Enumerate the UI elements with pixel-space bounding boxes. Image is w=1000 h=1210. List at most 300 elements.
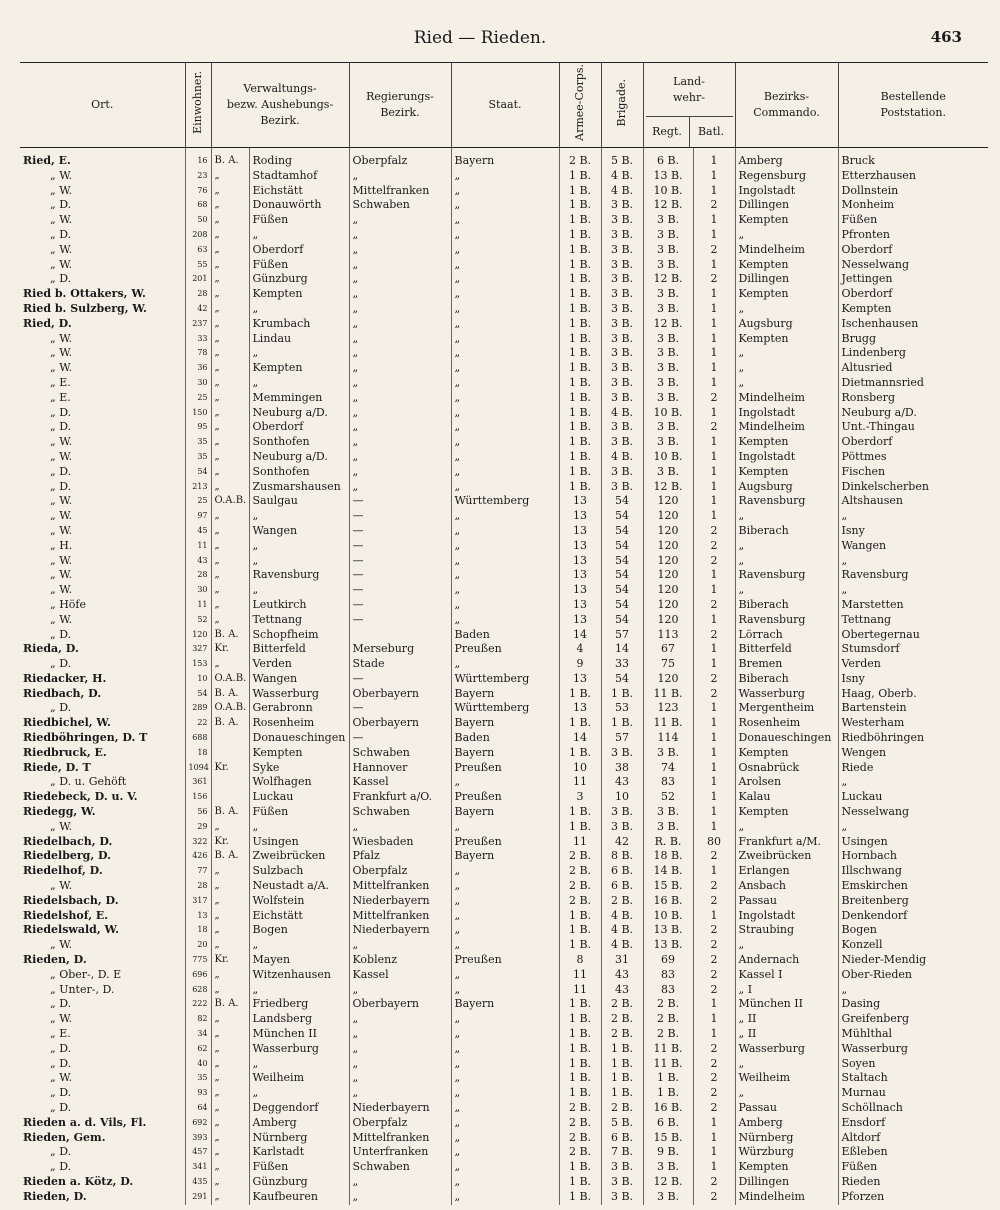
cell-staat: „: [451, 568, 559, 583]
cell-regierung: Schwaben: [349, 746, 451, 761]
cell-staat: „: [451, 317, 559, 332]
cell-batl: 2: [693, 598, 735, 613]
cell-batl: 2: [693, 923, 735, 938]
table-row: [20, 198, 988, 213]
cell-batl: 2: [693, 1190, 735, 1205]
cell-amt: „: [211, 184, 249, 199]
cell-ort: „ H.: [50, 538, 73, 552]
cell-amt: „: [211, 287, 249, 302]
cell-ort: Riedelswald, W.: [23, 923, 119, 937]
cell-amt: B. A.: [211, 849, 249, 864]
cell-armee: 1 B.: [559, 198, 601, 213]
cell-armee: 1 B.: [559, 820, 601, 835]
cell-armee: 1 B.: [559, 1042, 601, 1057]
cell-verwaltung: Roding: [249, 148, 349, 169]
cell-armee: 1 B.: [559, 332, 601, 347]
cell-post: Westerham: [838, 716, 988, 731]
cell-regt: 3 B.: [643, 805, 693, 820]
table-row: [20, 287, 988, 302]
cell-brigade: 3 B.: [601, 287, 643, 302]
table-row: [20, 524, 988, 539]
cell-armee: 1 B.: [559, 258, 601, 273]
cell-batl: 2: [693, 272, 735, 287]
cell-bezirk: Straubing: [735, 923, 838, 938]
cell-ort: „ D.: [50, 1086, 72, 1100]
cell-ort: Rieda, D.: [23, 642, 79, 656]
cell-armee: 1 B.: [559, 450, 601, 465]
cell-brigade: 2 B.: [601, 1101, 643, 1116]
cell-regierung: Mittelfranken: [349, 1131, 451, 1146]
cell-post: Hornbach: [838, 849, 988, 864]
cell-bezirk: Ingolstadt: [735, 909, 838, 924]
cell-post: Jettingen: [838, 272, 988, 287]
table-row: [20, 1012, 988, 1027]
cell-amt: [211, 731, 249, 746]
cell-regt: 120: [643, 524, 693, 539]
cell-bezirk: Rosenheim: [735, 716, 838, 731]
cell-verwaltung: Donaueschingen: [249, 731, 349, 746]
cell-brigade: 3 B.: [601, 435, 643, 450]
cell-einwohner: 97: [185, 509, 211, 524]
cell-einwohner: 150: [185, 406, 211, 421]
cell-brigade: 3 B.: [601, 376, 643, 391]
cell-armee: 13: [559, 613, 601, 628]
cell-staat: Württemberg: [451, 701, 559, 716]
cell-amt: „: [211, 820, 249, 835]
cell-staat: „: [451, 1057, 559, 1072]
cell-ort: „ D.: [50, 420, 72, 434]
table-row: [20, 716, 988, 731]
cell-amt: B. A.: [211, 148, 249, 169]
cell-bezirk: Augsburg: [735, 480, 838, 495]
cell-regierung: —: [349, 509, 451, 524]
cell-brigade: 54: [601, 539, 643, 554]
cell-einwohner: 20: [185, 938, 211, 953]
table-row: [20, 746, 988, 761]
cell-batl: 1: [693, 148, 735, 169]
cell-einwohner: 78: [185, 346, 211, 361]
cell-armee: 1 B.: [559, 420, 601, 435]
cell-post: „: [838, 554, 988, 569]
cell-batl: 1: [693, 332, 735, 347]
table-row: [20, 509, 988, 524]
cell-einwohner: 1094: [185, 761, 211, 776]
cell-armee: 2 B.: [559, 894, 601, 909]
cell-bezirk: Kassel I: [735, 968, 838, 983]
cell-verwaltung: Gerabronn: [249, 701, 349, 716]
cell-verwaltung: „: [249, 346, 349, 361]
cell-regierung: Oberbayern: [349, 997, 451, 1012]
cell-regt: 15 B.: [643, 1131, 693, 1146]
cell-amt: „: [211, 583, 249, 598]
table-row: [20, 480, 988, 495]
cell-regierung: „: [349, 435, 451, 450]
cell-brigade: 54: [601, 598, 643, 613]
cell-einwohner: 54: [185, 465, 211, 480]
cell-regt: 10 B.: [643, 909, 693, 924]
table-row: [20, 554, 988, 569]
cell-amt: O.A.B.: [211, 672, 249, 687]
cell-staat: „: [451, 1101, 559, 1116]
cell-brigade: 3 B.: [601, 820, 643, 835]
cell-bezirk: Frankfurt a/M.: [735, 835, 838, 850]
cell-verwaltung: Amberg: [249, 1116, 349, 1131]
cell-bezirk: „: [735, 1057, 838, 1072]
cell-amt: „: [211, 909, 249, 924]
cell-batl: 1: [693, 1027, 735, 1042]
cell-amt: „: [211, 1145, 249, 1160]
cell-ort: Riedebeck, D. u. V.: [23, 790, 138, 804]
cell-verwaltung: Nürnberg: [249, 1131, 349, 1146]
cell-armee: 13: [559, 598, 601, 613]
cell-einwohner: 30: [185, 583, 211, 598]
cell-armee: 13: [559, 554, 601, 569]
cell-amt: „: [211, 198, 249, 213]
cell-post: Verden: [838, 657, 988, 672]
cell-batl: 2: [693, 524, 735, 539]
table-row: [20, 923, 988, 938]
cell-verwaltung: Füßen: [249, 805, 349, 820]
cell-brigade: 3 B.: [601, 258, 643, 273]
col-header-ort: Ort.: [20, 63, 185, 148]
cell-regierung: Pfalz: [349, 849, 451, 864]
cell-batl: 1: [693, 761, 735, 776]
cell-verwaltung: Füßen: [249, 1160, 349, 1175]
cell-regt: 11 B.: [643, 1057, 693, 1072]
cell-armee: 1 B.: [559, 243, 601, 258]
cell-ort: „ D.: [50, 1056, 72, 1070]
cell-post: Bogen: [838, 923, 988, 938]
cell-verwaltung: Bogen: [249, 923, 349, 938]
cell-amt: „: [211, 317, 249, 332]
cell-einwohner: 50: [185, 213, 211, 228]
cell-ort: Ried b. Ottakers, W.: [23, 287, 146, 301]
cell-ort: „ D. u. Gehöft: [50, 775, 127, 789]
cell-brigade: 4 B.: [601, 169, 643, 184]
cell-einwohner: 327: [185, 642, 211, 657]
cell-brigade: 1 B.: [601, 716, 643, 731]
cell-staat: „: [451, 361, 559, 376]
cell-einwohner: 426: [185, 849, 211, 864]
cell-verwaltung: Oberdorf: [249, 243, 349, 258]
cell-staat: „: [451, 258, 559, 273]
cell-regierung: „: [349, 406, 451, 421]
cell-staat: „: [451, 302, 559, 317]
cell-regierung: —: [349, 568, 451, 583]
cell-batl: 1: [693, 258, 735, 273]
cell-post: Dietmannsried: [838, 376, 988, 391]
cell-einwohner: 291: [185, 1190, 211, 1205]
cell-einwohner: 34: [185, 1027, 211, 1042]
cell-regt: 3 B.: [643, 302, 693, 317]
cell-einwohner: 29: [185, 820, 211, 835]
cell-batl: 1: [693, 613, 735, 628]
table-row: [20, 302, 988, 317]
cell-amt: [211, 746, 249, 761]
cell-einwohner: 23: [185, 169, 211, 184]
cell-amt: „: [211, 879, 249, 894]
cell-batl: 2: [693, 554, 735, 569]
table-row: [20, 613, 988, 628]
cell-batl: 2: [693, 1071, 735, 1086]
cell-regt: 18 B.: [643, 849, 693, 864]
cell-armee: 1 B.: [559, 480, 601, 495]
cell-brigade: 42: [601, 835, 643, 850]
cell-regierung: —: [349, 554, 451, 569]
col-header-armee: Armee-Corps.: [559, 63, 601, 148]
cell-regierung: „: [349, 258, 451, 273]
cell-batl: 1: [693, 568, 735, 583]
cell-amt: „: [211, 346, 249, 361]
cell-regierung: Mittelfranken: [349, 879, 451, 894]
cell-staat: „: [451, 509, 559, 524]
cell-regt: 3 B.: [643, 391, 693, 406]
cell-armee: 2 B.: [559, 879, 601, 894]
cell-armee: 1 B.: [559, 169, 601, 184]
cell-amt: [211, 790, 249, 805]
col-header-regt: Regt.: [652, 124, 682, 138]
cell-ort: „ W.: [50, 879, 73, 893]
cell-staat: „: [451, 1071, 559, 1086]
cell-verwaltung: Sonthofen: [249, 465, 349, 480]
cell-batl: 1: [693, 317, 735, 332]
cell-einwohner: 775: [185, 953, 211, 968]
cell-amt: „: [211, 1042, 249, 1057]
cell-amt: „: [211, 524, 249, 539]
cell-verwaltung: Wangen: [249, 672, 349, 687]
cell-armee: 1 B.: [559, 938, 601, 953]
cell-post: Nieder-Mendig: [838, 953, 988, 968]
cell-brigade: 14: [601, 642, 643, 657]
cell-einwohner: 457: [185, 1145, 211, 1160]
cell-ort: „ W.: [50, 568, 73, 582]
cell-regt: 10 B.: [643, 184, 693, 199]
cell-bezirk: Andernach: [735, 953, 838, 968]
cell-brigade: 1 B.: [601, 1086, 643, 1101]
cell-einwohner: 63: [185, 243, 211, 258]
cell-armee: 1 B.: [559, 287, 601, 302]
cell-ort: „ W.: [50, 346, 73, 360]
cell-amt: „: [211, 598, 249, 613]
cell-regt: 120: [643, 598, 693, 613]
cell-staat: Bayern: [451, 746, 559, 761]
cell-armee: 13: [559, 568, 601, 583]
cell-ort: Rieden, D.: [23, 1189, 87, 1203]
table-row: [20, 790, 988, 805]
cell-bezirk: Kempten: [735, 465, 838, 480]
cell-brigade: 3 B.: [601, 420, 643, 435]
cell-einwohner: 688: [185, 731, 211, 746]
cell-bezirk: Ansbach: [735, 879, 838, 894]
cell-einwohner: 341: [185, 1160, 211, 1175]
cell-batl: 2: [693, 849, 735, 864]
col-header-regierung: Regierungs- Bezirk.: [349, 63, 451, 148]
cell-regierung: „: [349, 1057, 451, 1072]
cell-regt: 1 B.: [643, 1086, 693, 1101]
cell-verwaltung: Weilheim: [249, 1071, 349, 1086]
cell-regierung: „: [349, 450, 451, 465]
cell-regt: 3 B.: [643, 465, 693, 480]
cell-regierung: „: [349, 420, 451, 435]
cell-einwohner: 317: [185, 894, 211, 909]
cell-ort: Riedbruck, E.: [23, 745, 107, 759]
cell-einwohner: 18: [185, 746, 211, 761]
cell-staat: „: [451, 923, 559, 938]
cell-post: „: [838, 983, 988, 998]
cell-ort: „ W.: [50, 583, 73, 597]
cell-regt: 83: [643, 983, 693, 998]
cell-regt: 3 B.: [643, 820, 693, 835]
table-row: [20, 435, 988, 450]
cell-brigade: 2 B.: [601, 1012, 643, 1027]
cell-bezirk: Wasserburg: [735, 687, 838, 702]
cell-ort: „ D.: [50, 198, 72, 212]
cell-regierung: Mittelfranken: [349, 184, 451, 199]
cell-einwohner: 28: [185, 879, 211, 894]
page-header: [0, 28, 1000, 52]
cell-brigade: 1 B.: [601, 1042, 643, 1057]
table-row: [20, 1145, 988, 1160]
cell-batl: 2: [693, 687, 735, 702]
cell-staat: „: [451, 272, 559, 287]
cell-bezirk: „: [735, 583, 838, 598]
cell-bezirk: Passau: [735, 1101, 838, 1116]
cell-armee: 1 B.: [559, 346, 601, 361]
cell-verwaltung: Syke: [249, 761, 349, 776]
cell-einwohner: 54: [185, 687, 211, 702]
cell-brigade: 3 B.: [601, 198, 643, 213]
cell-amt: „: [211, 554, 249, 569]
cell-einwohner: 11: [185, 598, 211, 613]
col-header-brigade: Brigade.: [601, 63, 643, 148]
cell-staat: „: [451, 820, 559, 835]
table-row: [20, 894, 988, 909]
cell-amt: B. A.: [211, 805, 249, 820]
cell-regierung: Oberbayern: [349, 687, 451, 702]
cell-regierung: —: [349, 539, 451, 554]
cell-regt: 9 B.: [643, 1145, 693, 1160]
cell-amt: „: [211, 272, 249, 287]
cell-amt: „: [211, 509, 249, 524]
cell-regierung: [349, 628, 451, 643]
cell-amt: „: [211, 450, 249, 465]
cell-brigade: 3 B.: [601, 317, 643, 332]
cell-ort: „ W.: [50, 242, 73, 256]
table-row: [20, 169, 988, 184]
cell-batl: 1: [693, 406, 735, 421]
cell-bezirk: „: [735, 376, 838, 391]
table-row: [20, 243, 988, 258]
cell-bezirk: Ingolstadt: [735, 184, 838, 199]
cell-batl: 1: [693, 184, 735, 199]
cell-armee: 2 B.: [559, 1101, 601, 1116]
cell-armee: 2 B.: [559, 864, 601, 879]
cell-bezirk: Ravensburg: [735, 568, 838, 583]
cell-regt: 120: [643, 613, 693, 628]
cell-batl: 1: [693, 450, 735, 465]
cell-armee: 11: [559, 968, 601, 983]
cell-brigade: 3 B.: [601, 346, 643, 361]
cell-regt: 13 B.: [643, 938, 693, 953]
cell-amt: „: [211, 1071, 249, 1086]
cell-einwohner: 56: [185, 805, 211, 820]
cell-verwaltung: Tettnang: [249, 613, 349, 628]
cell-post: Etterzhausen: [838, 169, 988, 184]
cell-batl: 2: [693, 953, 735, 968]
cell-armee: 1 B.: [559, 465, 601, 480]
cell-staat: „: [451, 909, 559, 924]
cell-regt: 11 B.: [643, 687, 693, 702]
cell-regierung: „: [349, 287, 451, 302]
cell-post: Oberdorf: [838, 435, 988, 450]
cell-bezirk: Bitterfeld: [735, 642, 838, 657]
cell-armee: 13: [559, 583, 601, 598]
cell-einwohner: 28: [185, 287, 211, 302]
cell-brigade: 54: [601, 583, 643, 598]
cell-staat: „: [451, 1175, 559, 1190]
cell-einwohner: 22: [185, 716, 211, 731]
cell-ort: „ W.: [50, 361, 73, 375]
cell-post: Nesselwang: [838, 258, 988, 273]
cell-brigade: 54: [601, 554, 643, 569]
cell-bezirk: „ I: [735, 983, 838, 998]
cell-amt: O.A.B.: [211, 701, 249, 716]
cell-regierung: „: [349, 1012, 451, 1027]
cell-regt: 120: [643, 539, 693, 554]
cell-post: Riede: [838, 761, 988, 776]
cell-armee: 11: [559, 835, 601, 850]
cell-bezirk: Kempten: [735, 746, 838, 761]
cell-amt: „: [211, 169, 249, 184]
table-row: [20, 909, 988, 924]
cell-amt: „: [211, 1012, 249, 1027]
cell-regierung: „: [349, 1071, 451, 1086]
cell-regt: 113: [643, 628, 693, 643]
cell-regt: 3 B.: [643, 435, 693, 450]
cell-armee: 1 B.: [559, 376, 601, 391]
cell-einwohner: 222: [185, 997, 211, 1012]
cell-regierung: „: [349, 938, 451, 953]
table-row: [20, 1042, 988, 1057]
cell-post: Isny: [838, 524, 988, 539]
cell-ort: „ W.: [50, 553, 73, 567]
cell-ort: „ E.: [50, 375, 71, 389]
cell-bezirk: Weilheim: [735, 1071, 838, 1086]
cell-regt: 2 B.: [643, 997, 693, 1012]
cell-amt: „: [211, 938, 249, 953]
cell-einwohner: 16: [185, 148, 211, 169]
cell-batl: 1: [693, 302, 735, 317]
table-row: [20, 568, 988, 583]
cell-regierung: „: [349, 983, 451, 998]
cell-brigade: 3 B.: [601, 272, 643, 287]
cell-post: Stumsdorf: [838, 642, 988, 657]
cell-bezirk: Biberach: [735, 598, 838, 613]
cell-regt: 3 B.: [643, 1190, 693, 1205]
cell-ort: „ D.: [50, 464, 72, 478]
cell-regt: 3 B.: [643, 420, 693, 435]
cell-post: Rieden: [838, 1175, 988, 1190]
cell-ort: Rieden, D.: [23, 953, 87, 967]
cell-staat: „: [451, 613, 559, 628]
cell-armee: 2 B.: [559, 148, 601, 169]
cell-bezirk: „ II: [735, 1027, 838, 1042]
cell-verwaltung: Oberdorf: [249, 420, 349, 435]
cell-regierung: Hannover: [349, 761, 451, 776]
cell-post: Kempten: [838, 302, 988, 317]
cell-regierung: Oberpfalz: [349, 864, 451, 879]
cell-verwaltung: Neuburg a/D.: [249, 406, 349, 421]
